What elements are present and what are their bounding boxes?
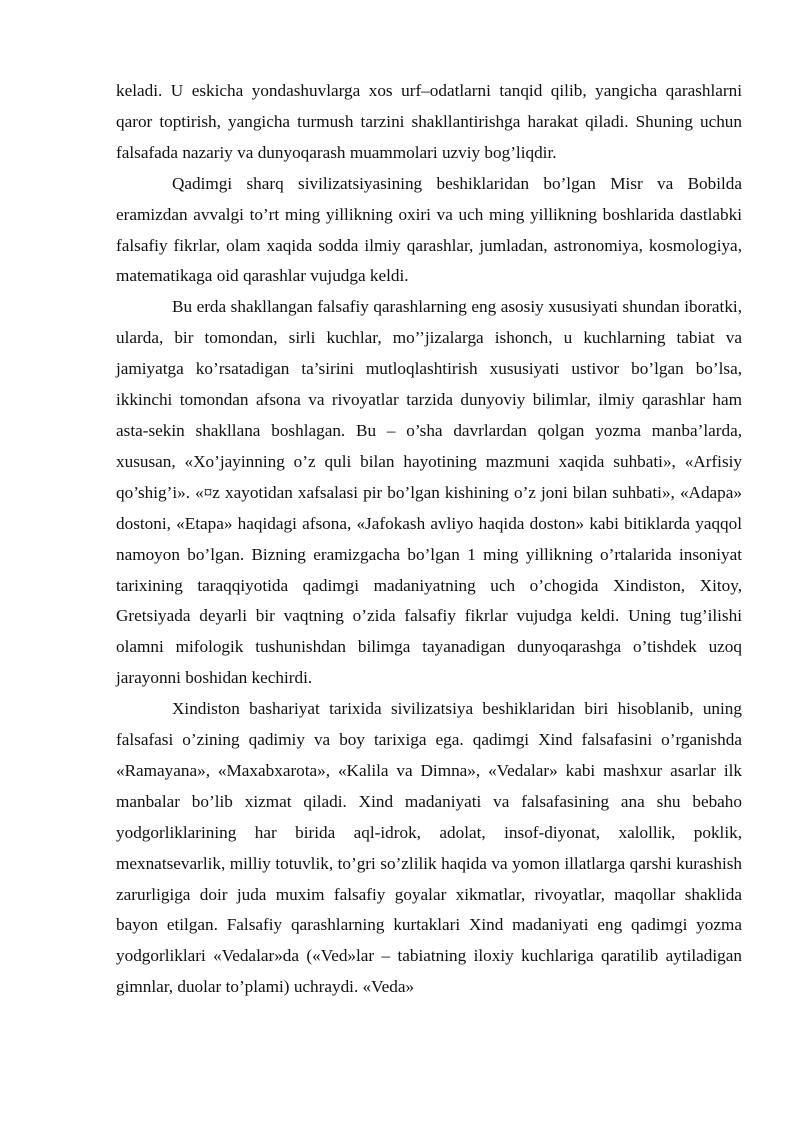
paragraph-falsafiy-qarashlar: Bu erda shakllangan falsafiy qarashlarning eng asosiy xususiyati shundan iboratki, ularda, bir tomondan, sirli kuchlar, mo’’jizalarga ishonch, u kuchlarning tabiat va jamiyatga ko’rsatadigan ta’sirini mutloqlashtirish xususiyati ustivor bo’lgan bo’lsa, ikkinchi tomondan afsona va rivoyatlar tarzida dunyoviy bilimlar, ilmiy qarashlar ham asta-sekin shakllana boshlagan. Bu – o’sha davrlardan qolgan yozma manba’larda, xususan, «Xo’jayinning o’z quli bilan hayotining mazmuni xaqida suhbati», «Arfisiy qo’shig’i». «¤z xayotidan xafsalasi pir bo’lgan kishining o’z joni bilan suhbati», «Adapa» dostoni, «Etapa» haqidagi afsona, «Jafokash avliyo haqida doston» kabi bitiklarda yaqqol namoyon bo’lgan. Bizning eramizgacha bo’lgan 1 ming yillikning o’rtalarida insoniyat tarixining taraqqiyotida qadimgi madaniyatning uch o’chogida Xindiston, Xitoy, Gretsiyada deyarli bir vaqtning o’zida falsafiy fikrlar vujudga keldi. Uning tug’ilishi olamni mifologik tushunishdan bilimga tayanadigan dunyoqarashga o’tishdek uzoq jarayonni boshidan kechirdi.	[116, 297, 742, 688]
paragraph-continuation: keladi. U eskicha yondashuvlarga xos urf–odatlarni tanqid qilib, yangicha qarashlarni qaror toptirish, yangicha turmush tarzini shakllantirishga harakat qiladi. Shuning uchun falsafada nazariy va dunyoqarash muammolari uzviy bog’liqdir.	[116, 81, 742, 162]
paragraph-misr-bobil: Qadimgi sharq sivilizatsiyasining beshiklaridan bo’lgan Misr va Bobilda eramizdan avvalgi to’rt ming yillikning oxiri va uch ming yillikning boshlarida dastlabki falsafiy fikrlar, olam xaqida sodda ilmiy qarashlar, jumladan, astronomiya, kosmologiya, matematikaga oid qarashlar vujudga keldi.	[116, 173, 742, 286]
paragraph-xindiston: Xindiston bashariyat tarixida sivilizatsiya beshiklaridan biri hisoblanib, uning falsafasi o’zining qadimiy va boy tarixiga ega. qadimgi Xind falsafasini o’rganishda «Ramayana», «Maxabxarota», «Kalila va Dimna», «Vedalar» kabi mashxur asarlar ilk manbalar bo’lib xizmat qiladi. Xind madaniyati va falsafasining ana shu bebaho yodgorliklarining har birida aql-idrok, adolat, insof-diyonat, xalollik, poklik, mexnatsevarlik, milliy totuvlik, to’gri so’zlilik haqida va yomon illatlarga qarshi kurashish zarurligiga doir juda muxim falsafiy goyalar xikmatlar, rivoyatlar, maqollar shaklida bayon etilgan. Falsafiy qarashlarning kurtaklari Xind madaniyati eng qadimgi yozma yodgorliklari «Vedalar»da («Ved»lar – tabiatning iloxiy kuchlariga qaratilib aytiladigan gimnlar, duolar to’plami) uchraydi. «Veda»	[116, 699, 742, 997]
document-page	[116, 76, 742, 1003]
